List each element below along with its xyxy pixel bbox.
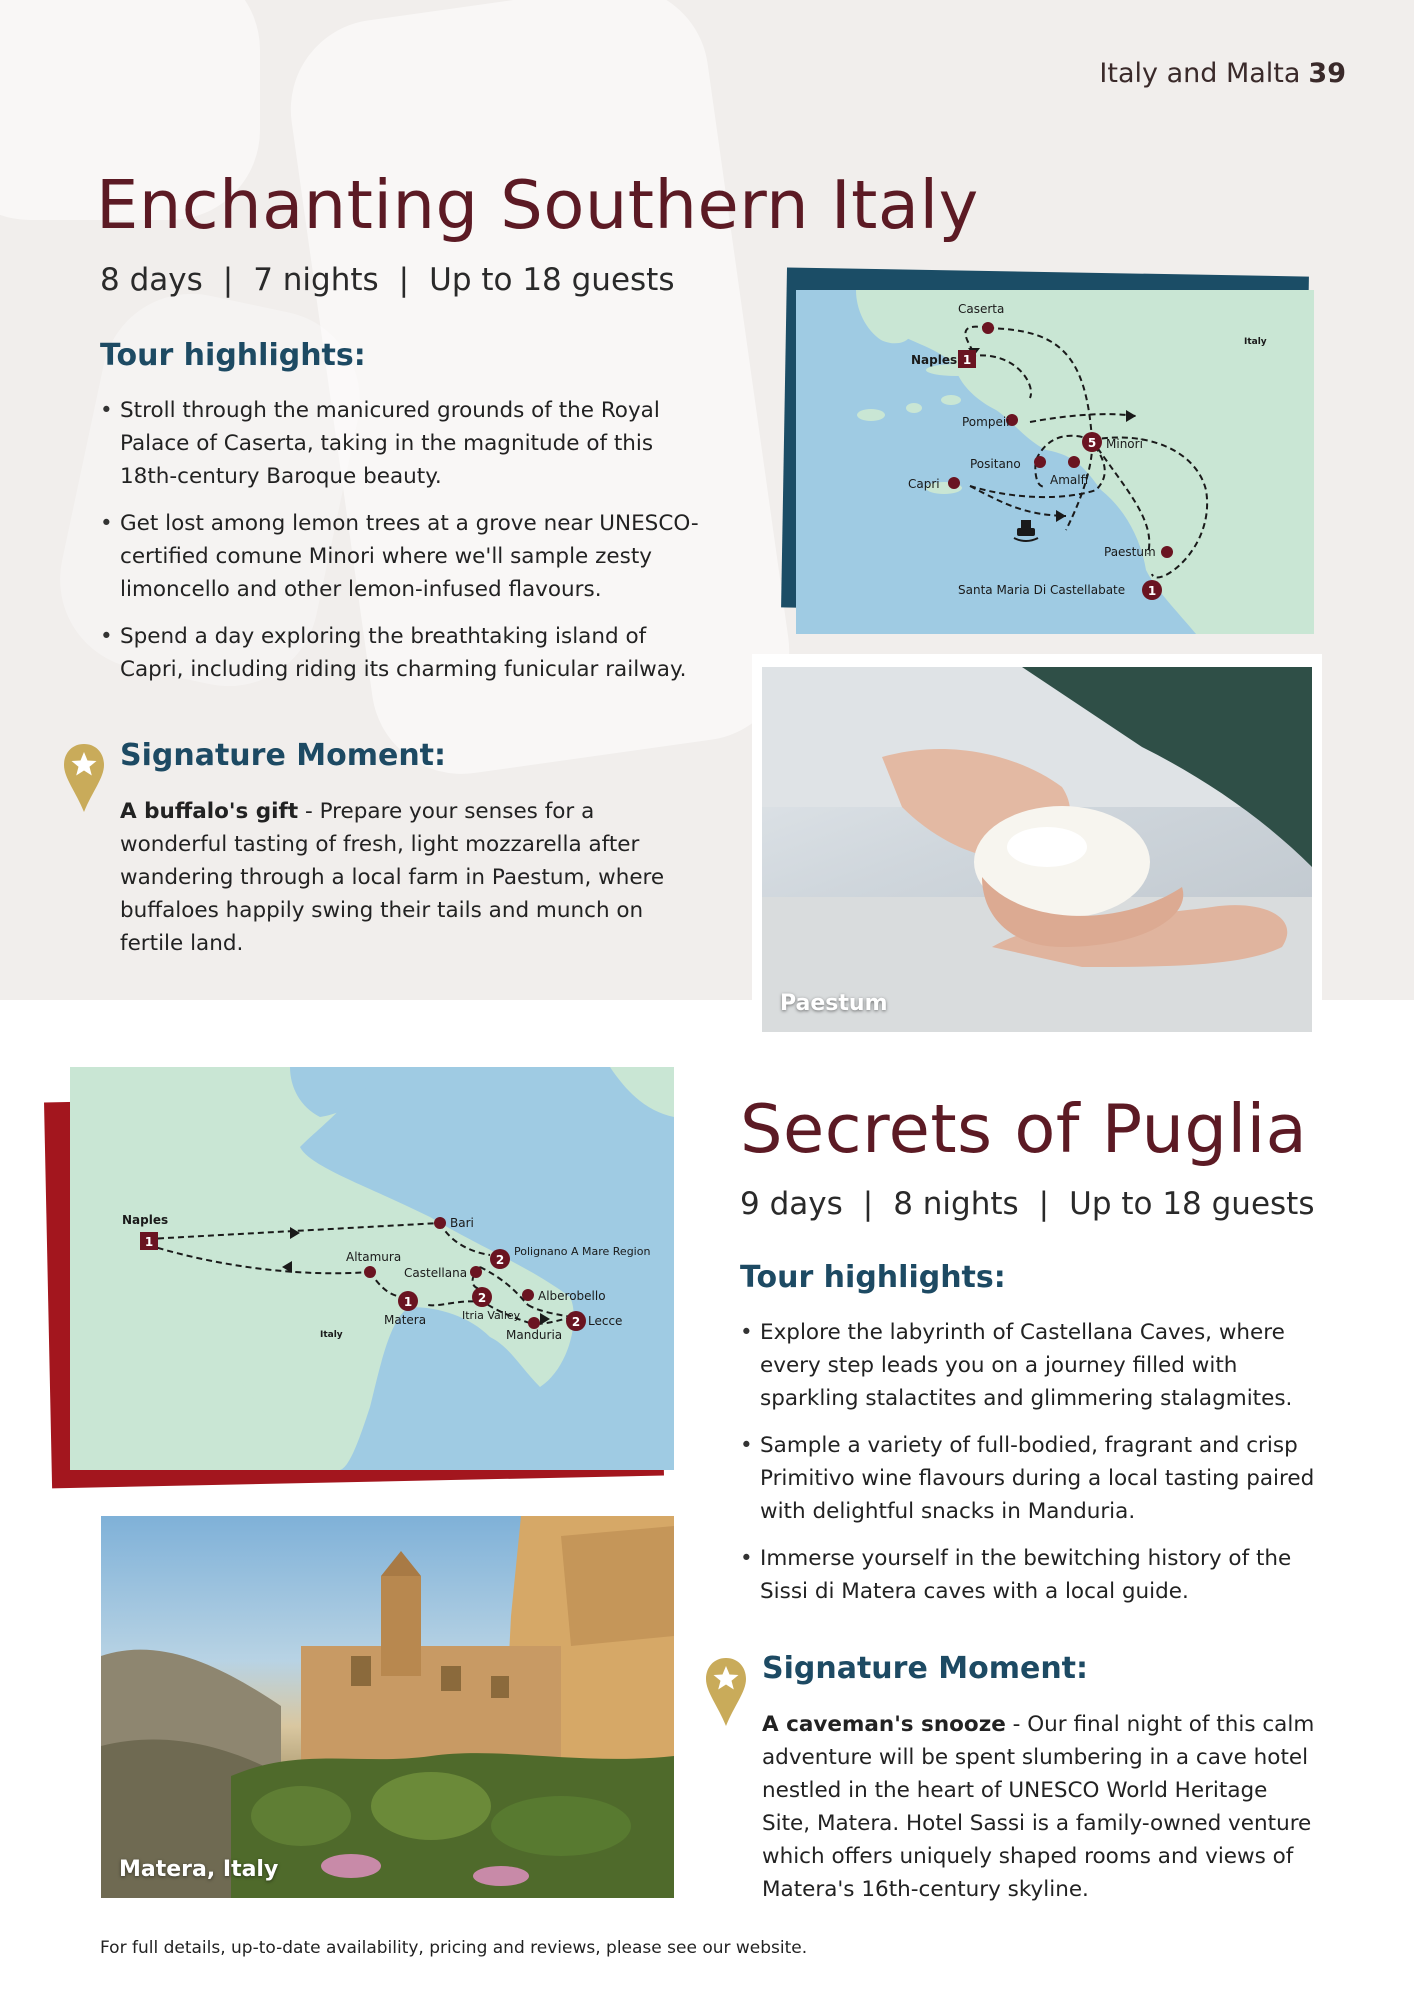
separator: | — [862, 1186, 874, 1222]
map-marker — [470, 1266, 482, 1278]
map-label: Positano — [970, 457, 1021, 471]
map-nights: 1 — [962, 353, 972, 367]
map-nights: 2 — [571, 1315, 581, 1329]
section-title: Italy and Malta — [1099, 58, 1301, 89]
map-marker — [1068, 456, 1080, 468]
separator: | — [398, 262, 410, 298]
tour2-highlights-list — [740, 1316, 1320, 1622]
star-pin-icon — [704, 1656, 748, 1730]
map-marker — [982, 322, 994, 334]
separator: | — [222, 262, 234, 298]
matera-illustration — [101, 1516, 674, 1898]
tour2-highlight: • Sample a variety of full-bodied, fragrant and crisp Primitivo wine flavours during a local tasting paired with delightful snacks in Manduria. — [740, 1429, 1320, 1528]
map-label: Alberobello — [538, 1289, 606, 1303]
map-marker — [434, 1217, 446, 1229]
map-label: Amalfi — [1050, 473, 1089, 487]
tour1-map — [796, 290, 1314, 634]
photo-caption: Matera, Italy — [119, 1857, 279, 1882]
tour1-nights: 7 nights — [253, 262, 379, 298]
map-label: Paestum — [1104, 545, 1156, 559]
tour1-meta — [100, 262, 674, 298]
map-label: Bari — [450, 1216, 474, 1230]
tour1-highlight: • Get lost among lemon trees at a grove near UNESCO-certified comune Minori where we'll sample zesty limoncello and other lemon-infused flavours. — [100, 507, 700, 606]
tour2-highlights-heading: Tour highlights: — [740, 1260, 1006, 1295]
tour2-guests: Up to 18 guests — [1069, 1186, 1315, 1222]
tour2-highlight: • Explore the labyrinth of Castellana Caves, where every step leads you on a journey filled with sparkling stalactites and glimmering stalagmites. — [740, 1316, 1320, 1415]
star-pin-icon — [62, 742, 106, 816]
tour1-signature-body: - Prepare your senses for a wonderful tasting of fresh, light mozzarella after wandering through a local farm in Paestum, where buffaloes happily swing their tails and munch on fertile land. — [120, 799, 665, 956]
tour1-highlight: • Stroll through the manicured grounds of the Royal Palace of Caserta, taking in the magnitude of this 18th-century Baroque beauty. — [100, 394, 700, 493]
map-label: Caserta — [958, 302, 1005, 316]
map-nights: 5 — [1087, 436, 1097, 450]
page-header — [1099, 58, 1346, 89]
map-nights: 2 — [477, 1291, 487, 1305]
map-label: Altamura — [346, 1250, 402, 1264]
tour1-signature-heading: Signature Moment: — [120, 738, 447, 773]
tour1-days: 8 days — [100, 262, 203, 298]
tour2-signature-lead: A caveman's snooze — [762, 1712, 1006, 1737]
map-label: Polignano A Mare Region — [514, 1245, 651, 1258]
map-label: Manduria — [506, 1328, 563, 1342]
footer-note: For full details, up-to-date availability, pricing and reviews, please see our website. — [100, 1938, 808, 1958]
map-nights: 1 — [144, 1235, 154, 1249]
map-country-label: Italy — [320, 1330, 343, 1340]
tour1-highlight: • Spend a day exploring the breathtaking island of Capri, including riding its charming funicular railway. — [100, 620, 700, 686]
tour2-title: Secrets of Puglia — [740, 1090, 1308, 1168]
separator: | — [1038, 1186, 1050, 1222]
map-marker — [1161, 546, 1173, 558]
matera-photo — [101, 1516, 674, 1898]
map-marker — [948, 477, 960, 489]
tour1-signature-lead: A buffalo's gift — [120, 799, 299, 824]
map-label: Capri — [908, 477, 940, 491]
map-label: Naples — [122, 1213, 169, 1227]
tour2-signature-text — [762, 1708, 1322, 1906]
tour1-signature-text — [120, 795, 705, 960]
tour2-signature-heading: Signature Moment: — [762, 1651, 1089, 1686]
tour2-signature-body: - Our final night of this calm adventure will be spent slumbering in a cave hotel nestled in the heart of UNESCO World Heritage Site, Matera. Hotel Sassi is a family-owned venture which offers uniquely shaped rooms and views of Matera's 16th-century skyline. — [762, 1712, 1315, 1902]
tour1-highlights-list — [100, 394, 700, 700]
map-label: Pompeii — [962, 415, 1010, 429]
map-marker — [1034, 456, 1046, 468]
map-label: Castellana — [404, 1266, 468, 1280]
map-label: Itria Valley — [462, 1309, 521, 1322]
tour2-nights: 8 nights — [893, 1186, 1019, 1222]
photo-caption: Paestum — [780, 991, 888, 1016]
map-marker — [522, 1289, 534, 1301]
map-label: Santa Maria Di Castellabate — [958, 583, 1126, 597]
tour2-map — [70, 1067, 674, 1470]
paestum-photo — [762, 667, 1312, 1032]
map-label: Naples — [911, 353, 958, 367]
paestum-illustration — [762, 667, 1312, 1032]
map-nights: 1 — [403, 1295, 413, 1309]
tour1-title: Enchanting Southern Italy — [96, 166, 979, 244]
tour2-days: 9 days — [740, 1186, 843, 1222]
tour1-highlights-heading: Tour highlights: — [100, 338, 366, 373]
map-label: Lecce — [588, 1314, 623, 1328]
map-label: Minori — [1106, 437, 1143, 451]
map-country-label: Italy — [1244, 337, 1267, 347]
tour1-guests: Up to 18 guests — [429, 262, 675, 298]
tour2-meta — [740, 1186, 1314, 1222]
page-number: 39 — [1308, 58, 1346, 89]
map-marker — [364, 1266, 376, 1278]
map-nights: 1 — [1147, 584, 1157, 598]
map-label: Matera — [384, 1313, 427, 1327]
map-nights: 2 — [495, 1253, 505, 1267]
tour2-highlight: • Immerse yourself in the bewitching history of the Sissi di Matera caves with a local guide. — [740, 1542, 1320, 1608]
